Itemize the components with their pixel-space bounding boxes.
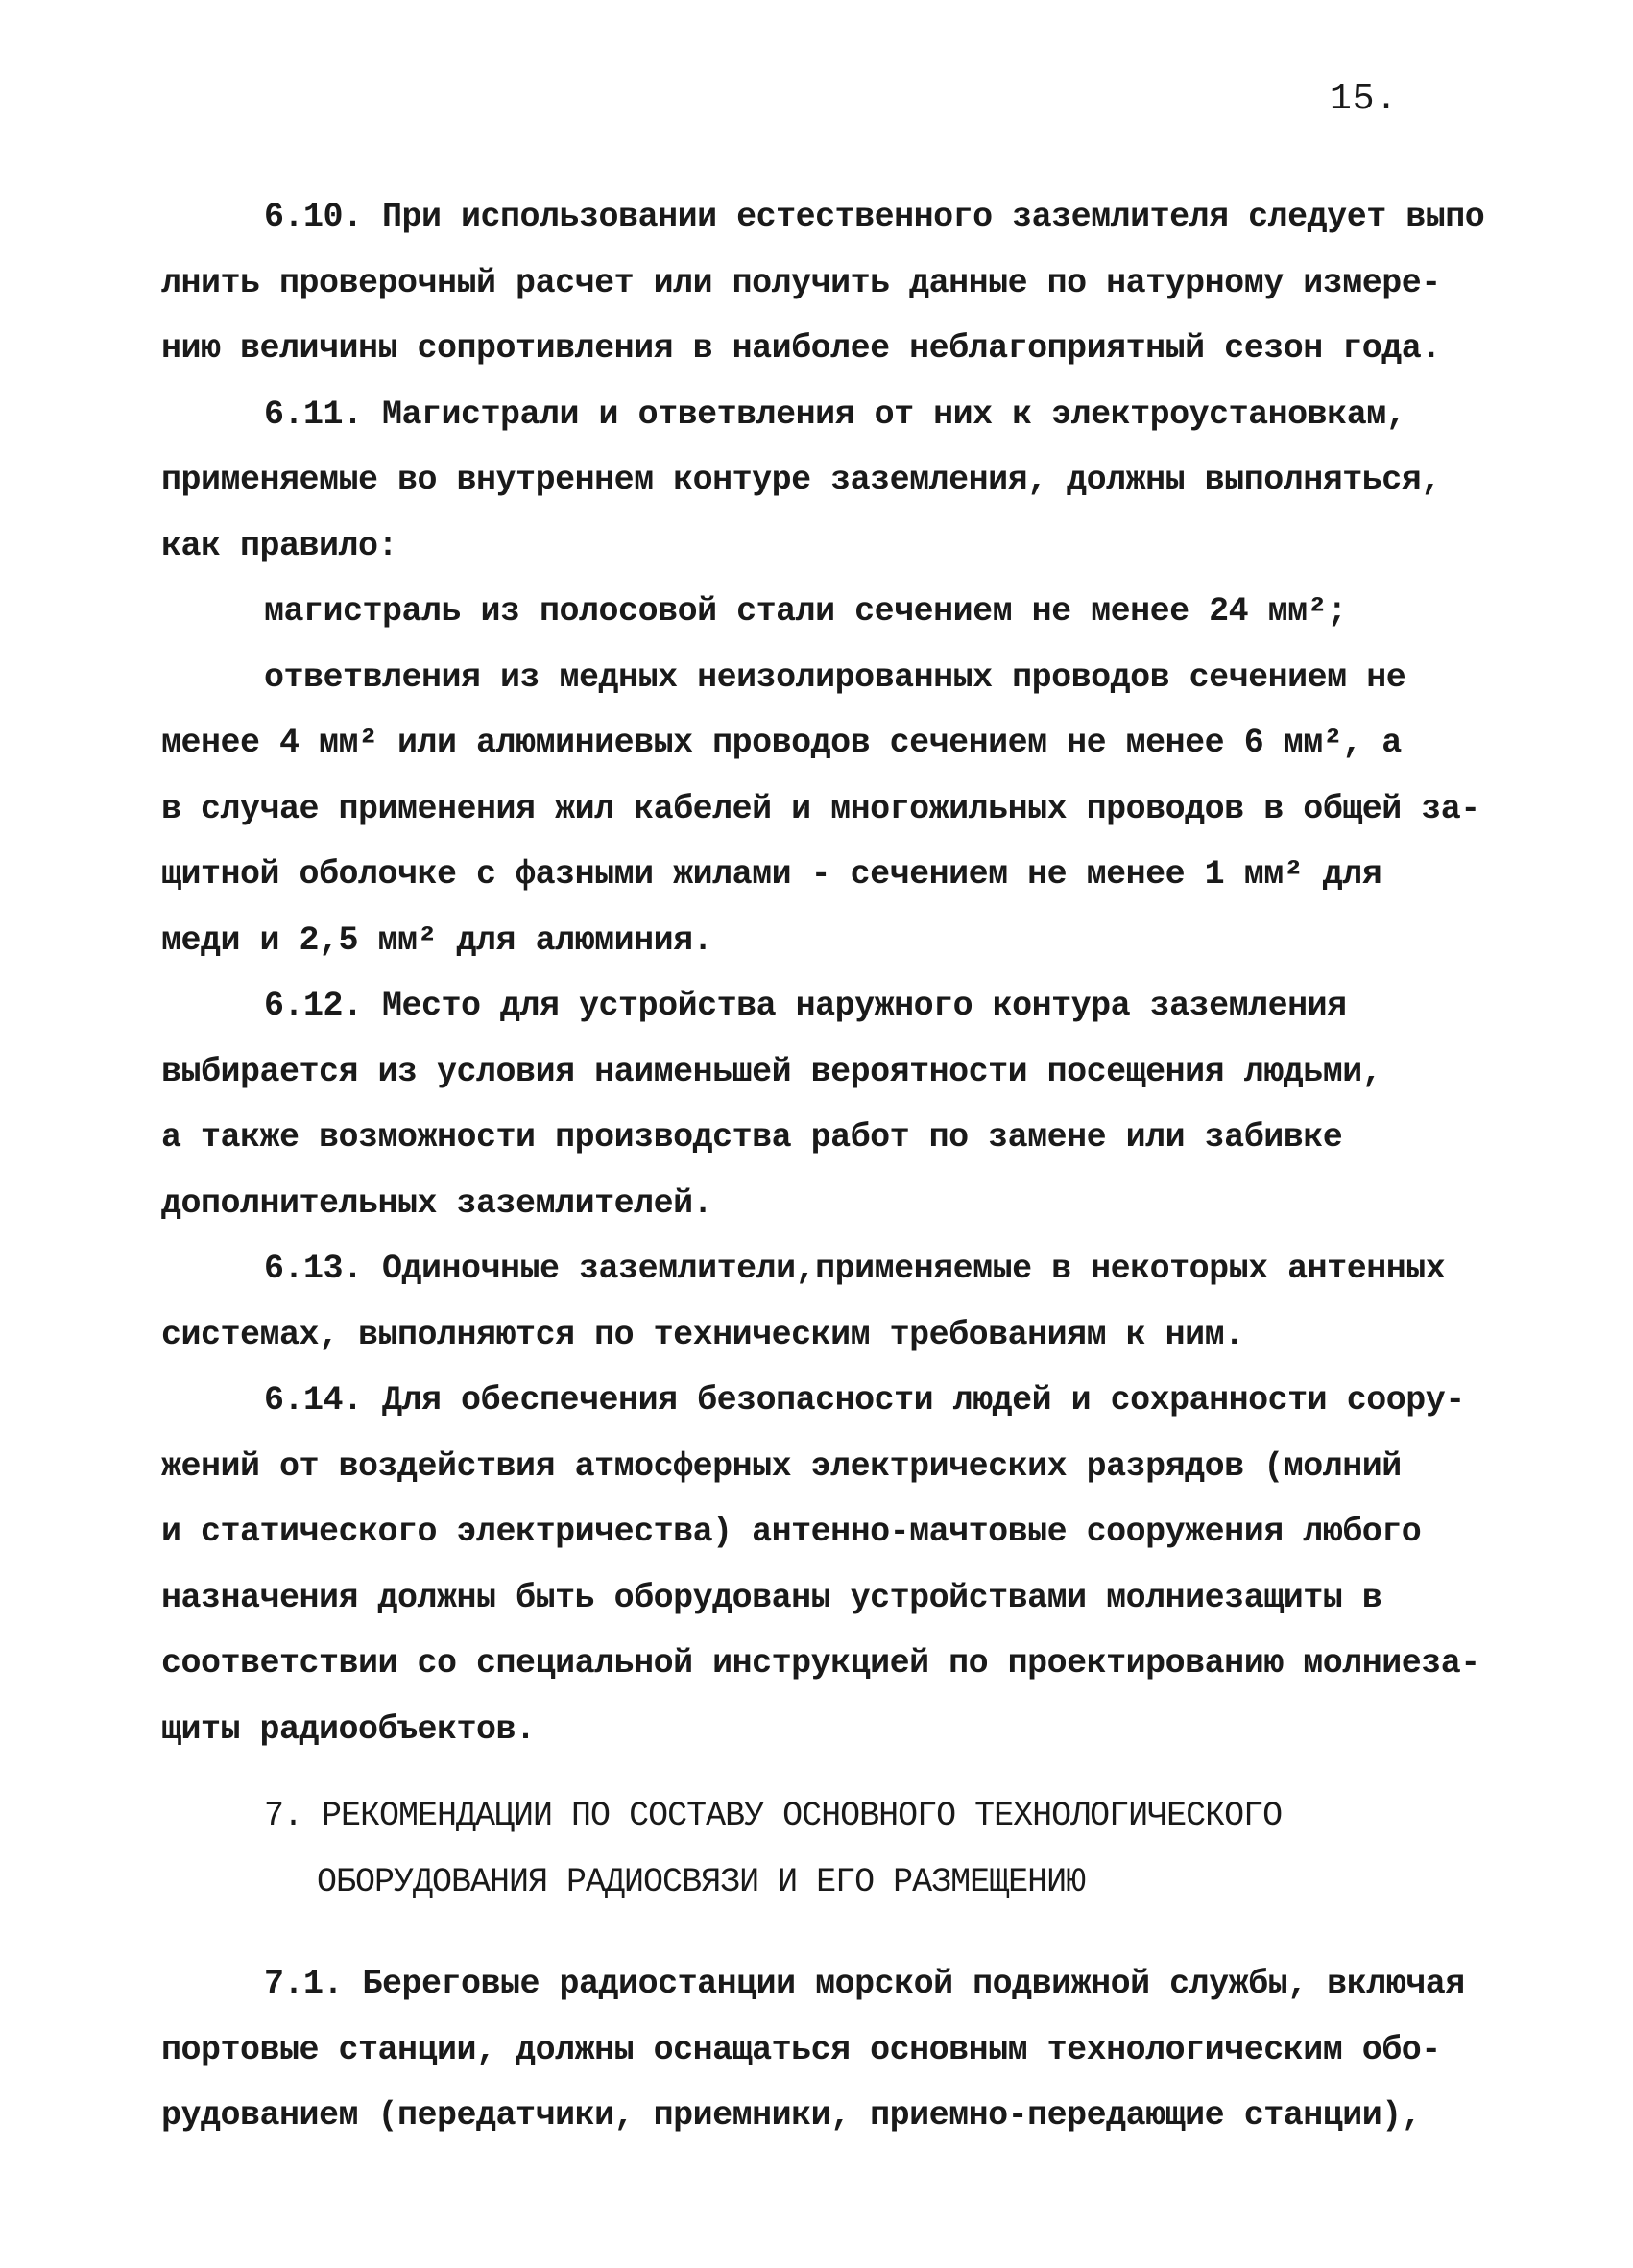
text-line: 6.12. Место для устройства наружного контура заземления xyxy=(264,987,1347,1025)
text-line: в случае применения жил кабелей и многожильных проводов в общей за- xyxy=(161,789,1480,828)
text-line: 6.14. Для обеспечения безопасности людей и сохранности соору- xyxy=(264,1381,1465,1420)
text-line: жений от воздействия атмосферных электрических разрядов (молний xyxy=(161,1446,1402,1486)
text-line: нию величины сопротивления в наиболее неблагоприятный сезон года. xyxy=(161,329,1441,368)
section-title xyxy=(264,1783,1464,1915)
text-line: 7.1. Береговые радиостанции морской подвижной службы, включая xyxy=(264,1965,1465,2003)
text-line: ответвления из медных неизолированных проводов сечением не xyxy=(264,657,1406,697)
text-line: соответствии со специальной инструкцией по проектированию молниеза- xyxy=(161,1644,1480,1683)
text-line: как правило: xyxy=(161,526,398,565)
text-line: назначения должны быть оборудованы устройствами молниезащиты в xyxy=(161,1578,1382,1617)
text-line: лнить проверочный расчет или получить данные по натурному измере- xyxy=(161,263,1441,302)
body-text-block-2 xyxy=(161,1951,1505,2149)
text-line: применяемые во внутреннем контуре заземления, должны выполняться, xyxy=(161,461,1441,499)
page-number: 15. xyxy=(1330,79,1399,120)
body-text-block-1 xyxy=(161,184,1505,1762)
text-line: меди и 2,5 мм² для алюминия. xyxy=(161,920,713,960)
text-line: щитной оболочке с фазными жилами - сечением не менее 1 мм² для xyxy=(161,855,1382,894)
text-line: 6.13. Одиночные заземлители,применяемые в некоторых антенных xyxy=(264,1250,1446,1288)
section-title-line: ОБОРУДОВАНИЯ РАДИОСВЯЗИ И ЕГО РАЗМЕЩЕНИЮ xyxy=(317,1862,1086,1901)
text-line: менее 4 мм² или алюминиевых проводов сечением не менее 6 мм², а xyxy=(161,724,1402,762)
text-line: 6.10. При использовании естественного заземлителя следует выпо xyxy=(264,198,1485,236)
text-line: и статического электричества) антенно-мачтовые сооружения любого xyxy=(161,1513,1422,1551)
text-line: рудованием (передатчики, приемники, приемно-передающие станции), xyxy=(161,2096,1422,2135)
section-title-line: 7. РЕКОМЕНДАЦИИ ПО СОСТАВУ ОСНОВНОГО ТЕХНОЛОГИЧЕСКОГО xyxy=(264,1797,1283,1835)
text-line: дополнительных заземлителей. xyxy=(161,1183,713,1223)
text-line: щиты радиообъектов. xyxy=(161,1709,536,1749)
text-line: портовые станции, должны оснащаться основным технологическим обо- xyxy=(161,2030,1441,2069)
text-line: системах, выполняются по техническим требованиям к ним. xyxy=(161,1315,1244,1354)
text-line: 6.11. Магистрали и ответвления от них к электроустановкам, xyxy=(264,394,1406,434)
text-line: магистраль из полосовой стали сечением не менее 24 мм²; xyxy=(264,592,1347,631)
text-line: выбирается из условия наименьшей вероятности посещения людьми, xyxy=(161,1052,1382,1091)
text-line: а также возможности производства работ по замене или забивке xyxy=(161,1118,1343,1157)
